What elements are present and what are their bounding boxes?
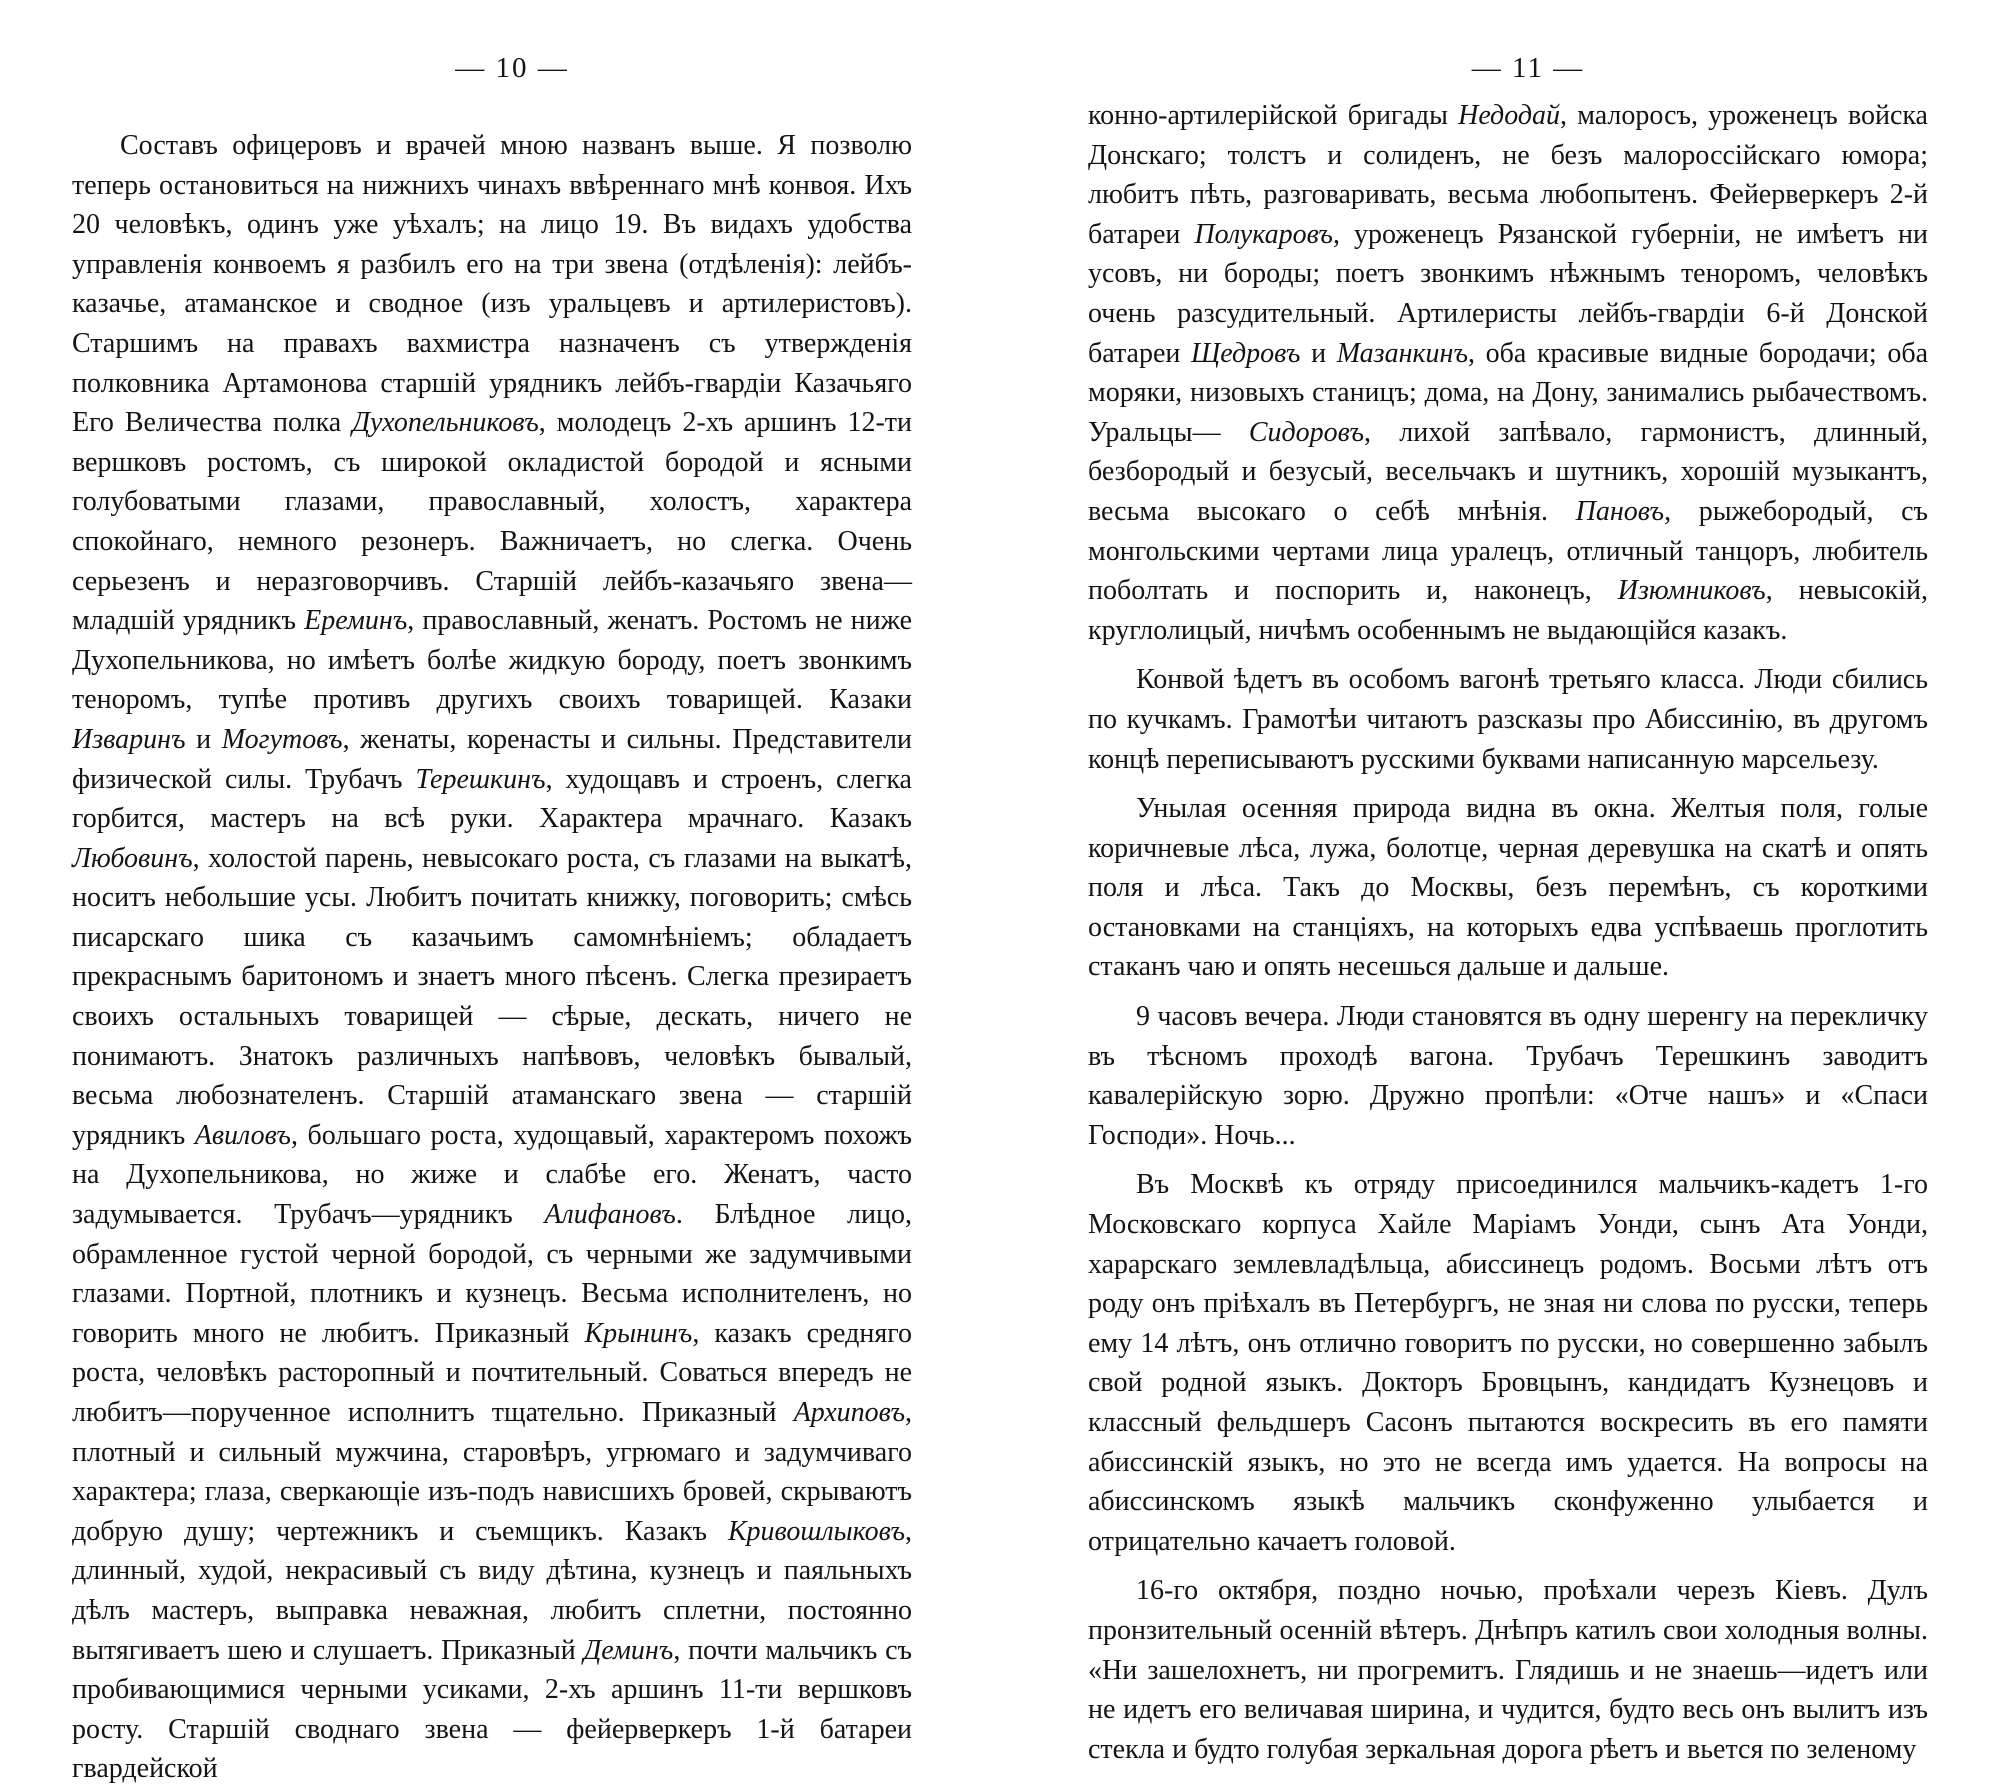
- text-run: 16-го октября, поздно ночью, проѣхали черезъ Кіевъ. Дулъ пронзительный осенній вѣтеръ. Днѣпръ катилъ свои холодныя волны. «Ни зашелохнетъ, ни прогремитъ. Глядишь и не знаешь—идетъ или не идетъ его величавая ширина, и чудится, будто весь онъ вылитъ изъ стекла и будто голубая зеркальная дорога рѣетъ и вьется по зеленому: [1088, 1575, 1928, 1765]
- paragraph: [1088, 1165, 1928, 1561]
- italic-name: Могутовъ: [221, 723, 343, 755]
- italic-name: Кривошлыковъ: [727, 1515, 905, 1547]
- paragraph: [1088, 96, 1928, 650]
- text-run: , молодецъ 2-хъ аршинъ 12-ти вершковъ ростомъ, съ широкой окладистой бородой и ясными голубоватыми глазами, православный, холостъ, характера спокойнаго, немного резонеръ. Важничаетъ, но слегка. Очень серьезенъ и неразговорчивъ. Старшій лейбъ-казачьяго звена—младшій урядникъ: [72, 407, 913, 637]
- right-page: [1088, 0, 1929, 1765]
- text-run: . Блѣдное лицо, обрамленное густой черной бородой, съ черными же задумчивыми глазами. Портной, плотникъ и кузнецъ. Весьма исполнителенъ, но говорить много не любитъ. Приказный: [72, 1199, 912, 1349]
- left-page: [72, 0, 913, 1785]
- italic-name: Щедровъ: [1191, 337, 1301, 369]
- text-run: , холостой парень, невысокаго роста, съ глазами на выкатѣ, носитъ небольшие усы. Любитъ почитать книжку, поговорить; смѣсь писарскаго шика съ казачьимъ самомнѣніемъ; обладаетъ прекраснымъ баритономъ и знаетъ много пѣсенъ. Слегка презираетъ своихъ остальныхъ товарищей — сѣрые, дескать, ничего не понимаютъ. Знатокъ различныхъ напѣвовъ, человѣкъ бывалый, весьма любознателенъ. Старшій атаманскаго звена — старшій урядникъ: [72, 842, 912, 1151]
- page-number: — 11 —: [1471, 52, 1585, 84]
- paragraph: [1088, 789, 1928, 987]
- text-run: и: [185, 723, 222, 755]
- text-run: , худощавъ и строенъ, слегка горбится, мастеръ на всѣ руки. Характера мрачнаго. Казакъ: [72, 763, 912, 835]
- paragraph: [72, 126, 912, 1789]
- text-run: , невысокій, круглолицый, ничѣмъ особеннымъ не выдающійся казакъ.: [1088, 575, 1928, 646]
- italic-name: Архиповъ: [793, 1397, 905, 1428]
- text-run: Унылая осенняя природа видна въ окна. Желтыя поля, голые коричневые лѣса, лужа, болотце, черная деревушка на скатѣ и опять поля и лѣса. Такъ до Москвы, безъ перемѣнъ, съ короткими остановками на станціяхъ, на которыхъ едва успѣваешь проглотить стаканъ чаю и опять несешься дальше и дальше.: [1088, 793, 1928, 983]
- page-body: [72, 126, 912, 1789]
- text-run: , казакъ средняго роста, человѣкъ расторопный и почтительный. Соваться впередъ не любитъ—порученное исполнитъ тщательно. Приказный: [72, 1317, 913, 1428]
- text-run: 9 часовъ вечера. Люди становятся въ одну шеренгу на перекличку въ тѣсномъ проходѣ вагона. Трубачъ Терешкинъ заводитъ кавалерійскую зорю. Дружно пропѣли: «Отче нашъ» и «Спаси Господи». Ночь...: [1088, 1001, 1928, 1151]
- text-run: , малоросъ, уроженецъ войска Донскаго; толстъ и солиденъ, не безъ малороссійскаго юмора; любитъ пѣть, разговаривать, весьма любопытенъ. Фейерверкеръ 2-й батареи: [1088, 100, 1928, 250]
- text-run: Конвой ѣдетъ въ особомъ вагонѣ третьяго класса. Люди сбились по кучкамъ. Грамотѣи читаютъ разсказы про Абиссинію, въ другомъ концѣ переписываютъ русскими буквами написанную марсельезу.: [1088, 664, 1928, 775]
- italic-name: Крынинъ: [584, 1317, 693, 1349]
- text-run: , православный, женатъ. Ростомъ не ниже Духопельникова, но имѣетъ болѣе жидкую бороду, поетъ звонкимъ теноромъ, тупѣе противъ другихъ своихъ товарищей. Казаки: [72, 605, 912, 716]
- text-run: Въ Москвѣ къ отряду присоединился мальчикъ-кадетъ 1-го Московскаго корпуса Хайле Маріамъ Уонди, сынъ Ата Уонди, харарскаго землевладѣльца, абиссинецъ родомъ. Восьми лѣтъ отъ роду онъ пріѣхалъ въ Петербургъ, не зная ни слова по русски, теперь ему 14 лѣтъ, онъ отлично говоритъ по русски, но совершенно забылъ свой родной языкъ. Докторъ Бровцынъ, кандидатъ Кузнецовъ и классный фельдшеръ Сасонъ пытаются воскресить въ его памяти абиссинскій языкъ, но это не всегда имъ удается. На вопросы на абиссинскомъ языкѣ мальчикъ сконфуженно улыбается и отрицательно качаетъ головой.: [1088, 1169, 1928, 1557]
- text-run: конно-артилерійской бригады: [1088, 100, 1459, 131]
- page-body: [1088, 96, 1928, 1769]
- italic-name: Любовинъ: [72, 842, 193, 874]
- page-number: — 10 —: [455, 52, 569, 84]
- italic-name: Мазанкинъ: [1336, 337, 1468, 369]
- text-run: , женаты, коренасты и сильны. Представители физической силы. Трубачъ: [72, 723, 913, 795]
- paragraph: [1088, 997, 1928, 1155]
- italic-name: Духопельниковъ: [352, 407, 539, 439]
- italic-name: Недодай: [1458, 100, 1561, 131]
- italic-name: Алифановъ: [544, 1199, 676, 1231]
- text-run: , почти мальчикъ съ пробивающимися черными усиками, 2-хъ аршинъ 11-ти вершковъ росту. Старшій своднаго звена — фейерверкеръ 1-й батареи гвардейской: [72, 1634, 912, 1785]
- italic-name: Ереминъ: [304, 605, 408, 637]
- italic-name: Изваринъ: [72, 723, 186, 755]
- italic-name: Изюмниковъ: [1617, 575, 1766, 607]
- italic-name: Полукаровъ: [1194, 218, 1333, 250]
- text-run: , оба красивые видные бородачи; оба моряки, низовыхъ станицъ; дома, на Дону, занимались рыбачествомъ. Уральцы—: [1088, 337, 1928, 448]
- italic-name: Авиловъ: [194, 1119, 291, 1151]
- italic-name: Терешкинъ: [415, 763, 546, 795]
- text-run: , большаго роста, худощавый, характеромъ похожъ на Духопельникова, но жиже и слабѣе его. Женатъ, часто задумывается. Трубачъ—урядникъ: [72, 1119, 912, 1231]
- italic-name: Сидоровъ: [1248, 416, 1365, 448]
- text-run: и: [1300, 337, 1337, 369]
- text-run: , плотный и сильный мужчина, старовѣръ, угрюмаго и задумчиваго характера; глаза, сверкающіе изъ-подъ нависшихъ бровей, скрываютъ добрую душу; чертежникъ и съемщикъ. Казакъ: [72, 1397, 912, 1547]
- italic-name: Пановъ: [1575, 495, 1665, 527]
- text-run: Составъ офицеровъ и врачей мною названъ выше. Я позволю теперь остановиться на нижнихъ чинахъ ввѣреннаго мнѣ конвоя. Ихъ 20 человѣкъ, одинъ уже уѣхалъ; на лицо 19. Въ видахъ удобства управленія конвоемъ я разбилъ его на три звена (отдѣленія): лейбъ-казачье, атаманское и сводное (изъ уральцевъ и артилеристовъ). Старшимъ на правахъ вахмистра назначенъ съ утвержденія полковника Артамонова старшій урядникъ лейбъ-гвардіи Казачьяго Его Величества полка: [72, 130, 912, 439]
- paragraph: [1088, 1571, 1928, 1769]
- text-run: , уроженецъ Рязанской губерніи, не имѣетъ ни усовъ, ни бороды; поетъ звонкимъ нѣжнымъ теноромъ, человѣкъ очень разсудительный. Артилеристы лейбъ-гвардіи 6-й Донской батареи: [1088, 218, 1928, 369]
- text-run: , лихой запѣвало, гармонистъ, длинный, безбородый и безусый, весельчакъ и шутникъ, хорошій музыкантъ, весьма высокаго о себѣ мнѣнія.: [1088, 416, 1929, 527]
- text-run: , длинный, худой, некрасивый съ виду дѣтина, кузнецъ и паяльныхъ дѣлъ мастеръ, выправка неважная, любитъ сплетни, постоянно вытягиваетъ шею и слушаетъ. Приказный: [72, 1515, 912, 1666]
- italic-name: Деминъ: [583, 1634, 674, 1666]
- text-run: , рыжебородый, съ монгольскими чертами лица уралецъ, отличный танцоръ, любитель поболтать и поспорить и, наконецъ,: [1088, 495, 1929, 607]
- paragraph: [1088, 660, 1928, 779]
